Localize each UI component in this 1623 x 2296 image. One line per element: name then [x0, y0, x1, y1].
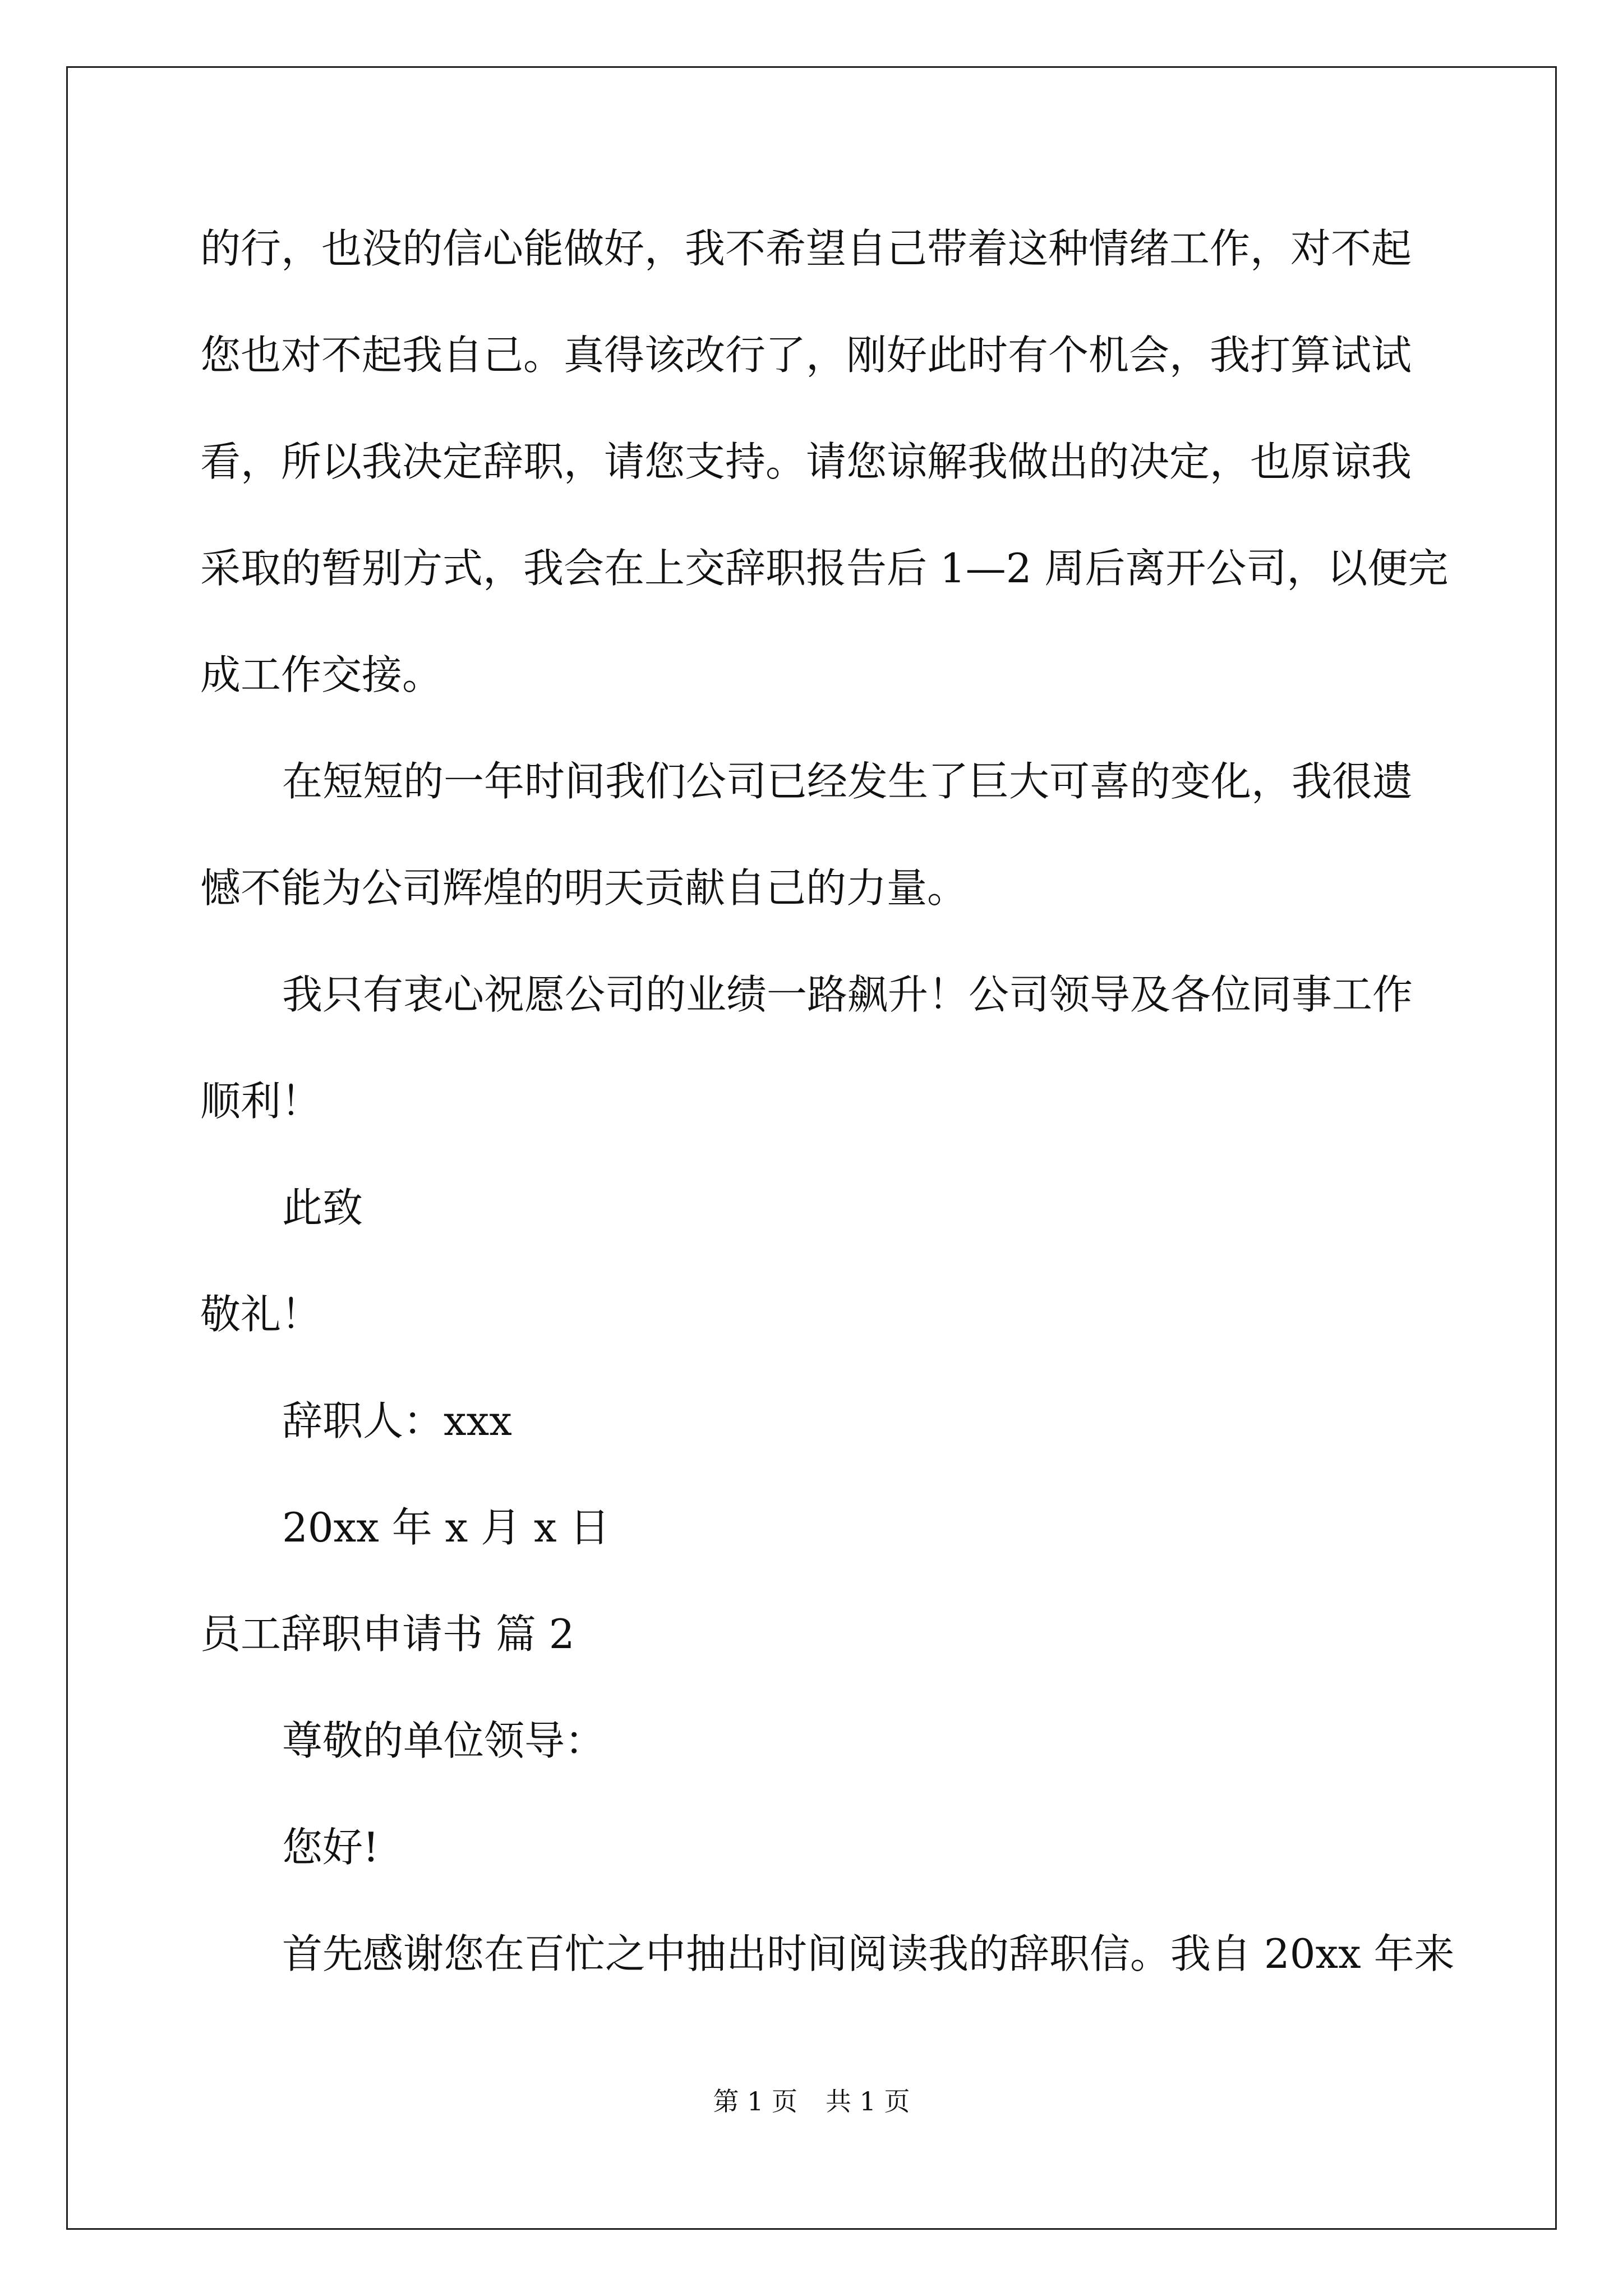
text-line-4: 采取的暂别方式，我会在上交辞职报告后 1—2 周后离开公司，以便完: [200, 545, 1449, 592]
document-body: [200, 206, 1455, 2018]
text-line-5: 成工作交接。: [200, 651, 443, 698]
page-number-current: 第 1 页: [713, 2086, 797, 2116]
text-line-9: 顺利！: [200, 1078, 322, 1125]
closing-regards: 敬礼！: [200, 1291, 322, 1338]
letter-greeting: 尊敬的单位领导：: [282, 1717, 606, 1764]
text-line-17: 首先感谢您在百忙之中抽出时间阅读我的辞职信。我自 20xx 年来: [282, 1930, 1455, 1977]
text-line-1: 的行，也没的信心能做好，我不希望自己带着这种情绪工作，对不起: [200, 225, 1412, 272]
section-heading: 员工辞职申请书 篇 2: [200, 1611, 575, 1658]
text-line-2: 您也对不起我自己。真得该改行了，刚好此时有个机会，我打算试试: [200, 332, 1412, 379]
signature-name: 辞职人：xxx: [282, 1397, 512, 1444]
text-line-7: 憾不能为公司辉煌的明天贡献自己的力量。: [200, 864, 968, 912]
page-number-total: 共 1 页: [826, 2086, 910, 2116]
signature-date: 20xx 年 x 月 x 日: [282, 1504, 610, 1551]
text-line-6: 在短短的一年时间我们公司已经发生了巨大可喜的变化，我很遗: [282, 758, 1413, 805]
page-footer: [0, 2081, 1623, 2118]
text-line-8: 我只有衷心祝愿公司的业绩一路飙升！公司领导及各位同事工作: [282, 971, 1413, 1018]
letter-hello: 您好!: [282, 1824, 379, 1871]
text-line-3: 看，所以我决定辞职，请您支持。请您谅解我做出的决定，也原谅我: [200, 438, 1412, 485]
closing-salutation: 此致: [282, 1184, 363, 1231]
